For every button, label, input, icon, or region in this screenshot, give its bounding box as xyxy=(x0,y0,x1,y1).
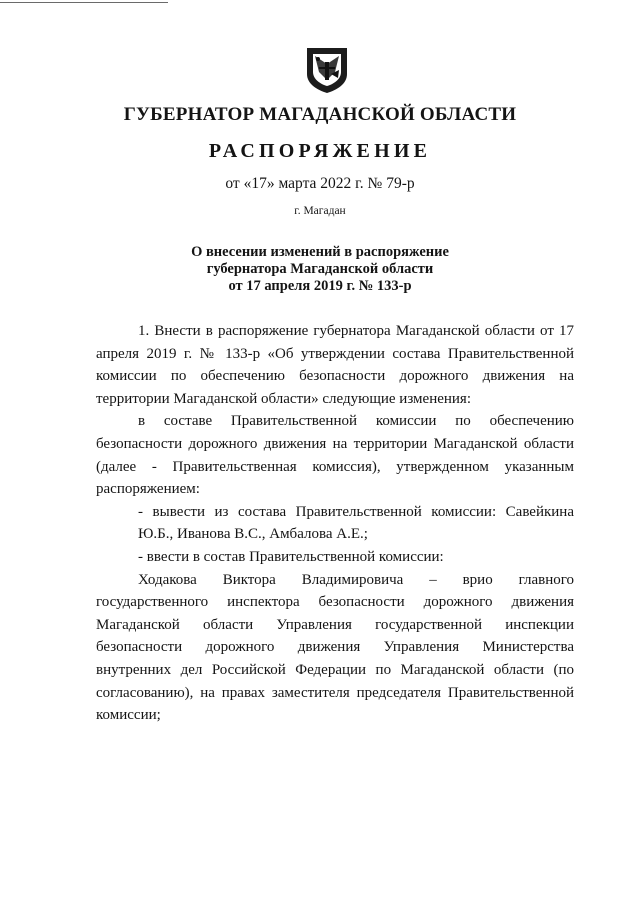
issuing-authority: ГУБЕРНАТОР МАГАДАНСКОЙ ОБЛАСТИ xyxy=(123,104,517,125)
title-line-2: губернатора Магаданской области xyxy=(206,261,434,277)
document-type: РАСПОРЯЖЕНИЕ xyxy=(208,140,432,162)
document-date-number: от «17» марта 2022 г. № 79-р xyxy=(225,175,415,192)
title-line-3: от 17 апреля 2019 г. № 133-р xyxy=(228,278,412,294)
paragraph-1: 1. Внести в распоряжение губернатора Магаданской области от 17 апреля 2019 г. № 133-р «Об утверждении состава Правительственной комиссии по обеспечению безопасности дорожного движения на территории Магаданской области» следующие изменения: xyxy=(96,323,574,407)
document-city: г. Магадан xyxy=(294,205,346,217)
paragraph-add-members: - ввести в состав Правительственной комиссии: xyxy=(138,548,444,565)
scan-edge-line xyxy=(0,2,168,3)
coat-of-arms-icon xyxy=(305,46,349,94)
document-title xyxy=(0,244,640,295)
paragraph-new-member: Ходакова Виктора Владимировича – врио главного государственного инспектора безопасности дорожного движения Магаданской области Управления государственной инспекции безопасности дорожного движения Управления Министерства внутренних дел Российской Федерации по Магаданской области (по согласованию), на правах заместителя председателя Правительственной комиссии; xyxy=(96,571,574,724)
title-line-1: О внесении изменений в распоряжение xyxy=(191,244,449,260)
document-body xyxy=(96,320,574,727)
paragraph-remove-members: - вывести из состава Правительственной комиссии: Савейкина Ю.Б., Иванова В.С., Амбалова А.Е.; xyxy=(138,503,574,543)
paragraph-2: в составе Правительственной комиссии по обеспечению безопасности дорожного движения на территории Магаданской области (далее - Правительственная комиссия), утвержденном указанным распоряжением: xyxy=(96,413,574,498)
